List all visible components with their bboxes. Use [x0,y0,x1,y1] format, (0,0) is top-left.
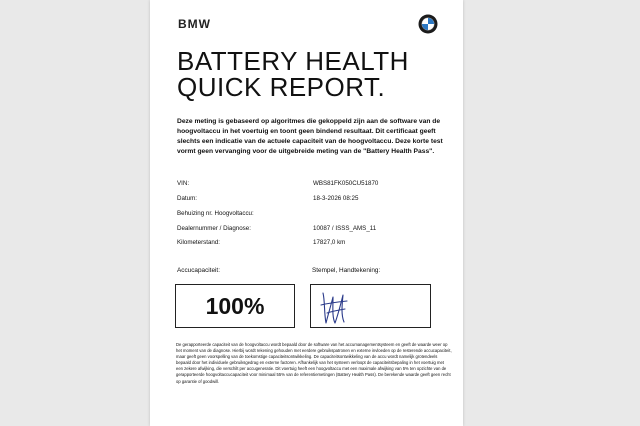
report-title-line-1: BATTERY HEALTH [177,46,409,76]
field-value: 18-3-2026 08:25 [313,195,359,202]
handwritten-signature [311,285,432,329]
field-label: Dealernummer / Diagnose: [177,225,251,232]
field-label: VIN: [177,180,190,187]
field-label: Kilometerstand: [177,239,220,246]
report-title [177,48,447,100]
signature-box [310,284,431,328]
intro-paragraph: Deze meting is gebaseerd op algoritmes die gekoppeld zijn aan de software van de hoogvoltaccu in het voertuig en toont geen bindend resultaat. Dit certificaat geeft slechts een indicatie van de actuele capaciteit van de hoogvoltaccu. Deze korte test vormt geen vervanging voor de uitgebreide meting van de "Battery Health Pass". [177,118,443,156]
report-title-line-2: QUICK REPORT. [177,72,386,102]
report-document [150,0,463,426]
capacity-box [175,284,295,328]
capacity-label: Accucapaciteit: [177,267,220,274]
field-value: WBS81FK050CU51870 [313,180,379,187]
field-value: 10087 / ISSS_AMS_11 [313,225,377,232]
signature-label: Stempel, Handtekening: [312,267,381,274]
field-label: Datum: [177,195,197,202]
disclaimer-text: De gerapporteerde capaciteit van de hoogvoltaccu wordt bepaald door de software van het accumanagementsysteem en geeft de waarde weer op het moment van de diagnose. Hierbij wordt rekening gehouden met eerdere gebruikspatronen en externe invloeden op de resterende accucapaciteit, maar geeft geen voorspelling van de toekomstige capaciteitsontwikkeling. De capaciteitsontwikkeling van de accu wordt namelijk grotendeels bepaald door het individuele gebruiksgedrag en externe factoren. Afhankelijk van het systeem verloopt de capaciteitsbepaling in het voertuig met een zekere afwijking, die verschilt per accugeneratie. Dit voertuig heeft een hoogvoltaccu met een maximale afwijking van 5% ten opzichte van de gerapporteerde hoogvoltaccucapaciteit voor minimaal 55% van de referentiemetingen (Battery Health Pass). De berekende waarde geeft geen recht op garantie of goodwill. [176,342,452,384]
bmw-roundel-icon [418,14,438,34]
capacity-value: 100% [205,292,265,319]
field-value: 17827,0 km [313,239,346,246]
brand-name: BMW [178,17,211,31]
field-label: Behuizing nr. Hoogvoltaccu: [177,210,254,217]
